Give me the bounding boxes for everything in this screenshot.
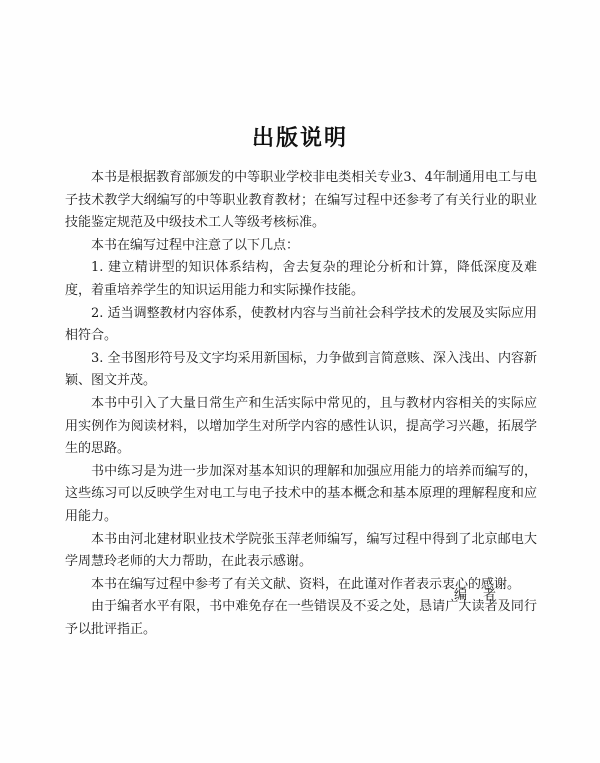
paragraph-purpose: 本书是根据教育部颁发的中等职业学校非电类相关专业3、4年制通用电工与电子技术教学大纲编写的中等职业教育教材；在编写过程中还参考了有关行业的职业技能鉴定规范及中级技术工人等级考核标准。 xyxy=(65,170,537,231)
paragraph-point-3: 3. 全书图形符号及文字均采用新国标，力争做到言简意赅、深入浅出、内容新颖、图文并茂。 xyxy=(65,350,537,389)
paragraph-reading-materials: 本书中引入了大量日常生产和生活实际中常见的，且与教材内容相关的实际应用实例作为阅读材料，以增加学生对所学内容的感性认识，提高学习兴趣，拓展学生的思路。 xyxy=(65,395,537,457)
paragraph-point-2: 2. 适当调整教材内容体系，使教材内容与当前社会科学技术的发展及实际应用相符合。 xyxy=(65,305,537,344)
preface-body xyxy=(65,167,537,641)
paragraph-point-1: 1. 建立精讲型的知识体系结构，舍去复杂的理论分析和计算，降低深度及难度，着重培养学生的知识运用能力和实际操作技能。 xyxy=(65,260,537,298)
paragraph-exercises: 书中练习是为进一步加深对基本知识的理解和加强应用能力的培养而编写的，这些练习可以反映学生对电工与电子技术中的基本概念和基本原理的理解程度和应用能力。 xyxy=(65,463,537,524)
page-title: 出版说明 xyxy=(251,126,348,151)
paragraph-errata: 由于编者水平有限，书中难免存在一些错误及不妥之处，恳请广大读者及同行予以批评指正。 xyxy=(65,599,537,637)
paragraph-references: 本书在编写过程中参考了有关文献、资料，在此谨对作者表示衷心的感谢。 xyxy=(91,576,521,592)
signature: 编者 xyxy=(453,588,512,603)
paragraph-authorship: 本书由河北建材职业技术学院张玉萍老师编写，编写过程中得到了北京邮电大学周慧玲老师的大力帮助，在此表示感谢。 xyxy=(65,531,537,570)
paragraph-notes-intro: 本书在编写过程中注意了以下几点： xyxy=(91,237,300,253)
